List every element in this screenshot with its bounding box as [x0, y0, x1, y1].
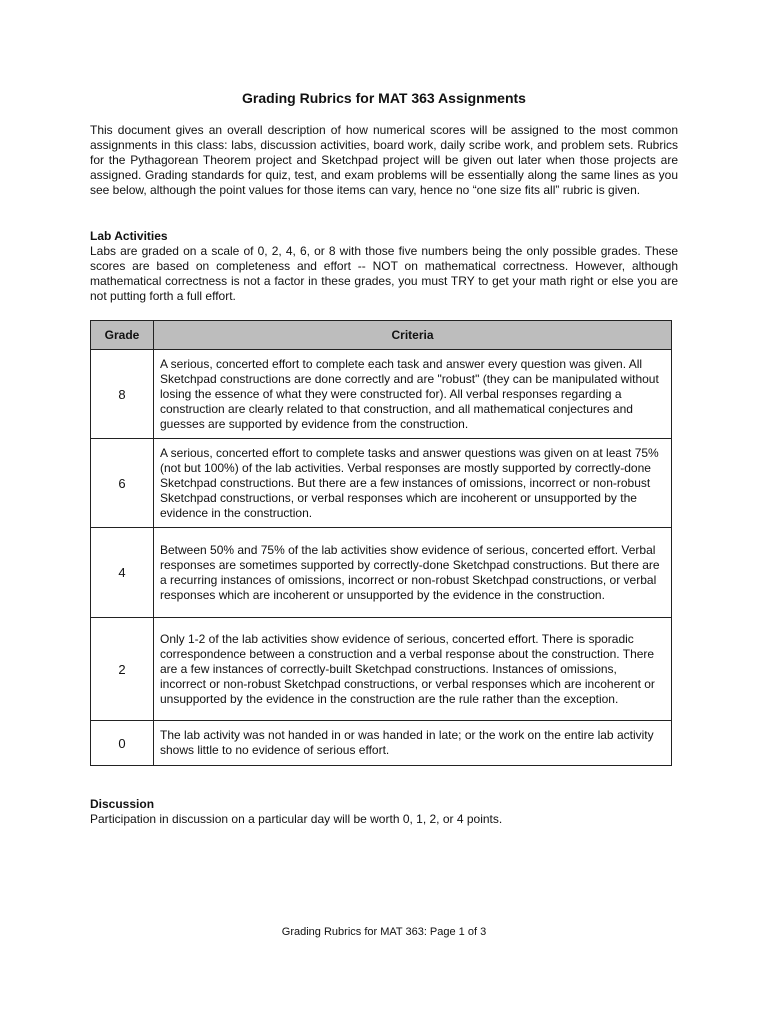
lab-rubric-table	[90, 320, 672, 766]
table-row	[91, 350, 672, 439]
page-footer: Grading Rubrics for MAT 363: Page 1 of 3	[281, 926, 487, 938]
lab-activities-heading: Lab Activities	[90, 229, 168, 243]
criteria-cell: A serious, concerted effort to complete each task and answer every question was given. All Sketchpad constructions are done correctly and are "robust" (they can be manipulated without losing the essence of what they were constructed for). All verbal responses regarding a construction are clearly related to that construction, and all mathematical conjectures and guesses are supported by evidence from the construction.	[154, 350, 672, 439]
lab-activities-paragraph: Labs are graded on a scale of 0, 2, 4, 6, or 8 with those five numbers being the only possible grades. These scores are based on completeness and effort -- NOT on mathematical correctness. However, although mathematical correctness is not a factor in these grades, you must TRY to get your math right or else you are not putting forth a full effort.	[90, 244, 678, 304]
table-row	[91, 439, 672, 528]
criteria-column-header: Criteria	[154, 321, 672, 350]
document-title: Grading Rubrics for MAT 363 Assignments	[242, 90, 526, 106]
table-row	[91, 528, 672, 618]
discussion-heading: Discussion	[90, 797, 155, 811]
grade-cell: 8	[91, 350, 154, 439]
grade-cell: 2	[91, 618, 154, 721]
grade-cell: 0	[91, 721, 154, 766]
table-row	[91, 721, 672, 766]
grade-cell: 4	[91, 528, 154, 618]
grade-cell: 6	[91, 439, 154, 528]
criteria-cell: The lab activity was not handed in or was handed in late; or the work on the entire lab activity shows little to no evidence of serious effort.	[154, 721, 672, 766]
grade-column-header: Grade	[91, 321, 154, 350]
intro-paragraph: This document gives an overall description of how numerical scores will be assigned to the most common assignments in this class: labs, discussion activities, board work, daily scribe work, and problem sets. Rubrics for the Pythagorean Theorem project and Sketchpad project will be given out later when those projects are assigned. Grading standards for quiz, test, and exam problems will be essentially along the same lines as you see below, although the point values for those items can vary, hence no “one size fits all” rubric is given.	[90, 123, 678, 198]
table-row	[91, 618, 672, 721]
discussion-paragraph: Participation in discussion on a particular day will be worth 0, 1, 2, or 4 points.	[90, 812, 503, 826]
criteria-cell: Only 1-2 of the lab activities show evidence of serious, concerted effort. There is sporadic correspondence between a construction and a verbal response about the construction. There are a few instances of correctly-built Sketchpad constructions. Instances of omissions, incorrect or non-robust Sketchpad constructions, or verbal responses which are incoherent or unsupported by the evidence in the construction are the rule rather than the exception.	[154, 618, 672, 721]
table-header-row	[91, 321, 672, 350]
criteria-cell: A serious, concerted effort to complete tasks and answer questions was given on at least 75% (not but 100%) of the lab activities. Verbal responses are mostly supported by correctly-done Sketchpad constructions. But there are a few instances of omissions, incorrect or non-robust Sketchpad constructions, or verbal responses which are incoherent or unsupported by the evidence in the construction.	[154, 439, 672, 528]
criteria-cell: Between 50% and 75% of the lab activities show evidence of serious, concerted effort. Verbal responses are sometimes supported by correctly-done Sketchpad constructions. But there are a recurring instances of omissions, incorrect or non-robust Sketchpad constructions, or verbal responses which are incoherent or unsupported by the evidence in the construction.	[154, 528, 672, 618]
